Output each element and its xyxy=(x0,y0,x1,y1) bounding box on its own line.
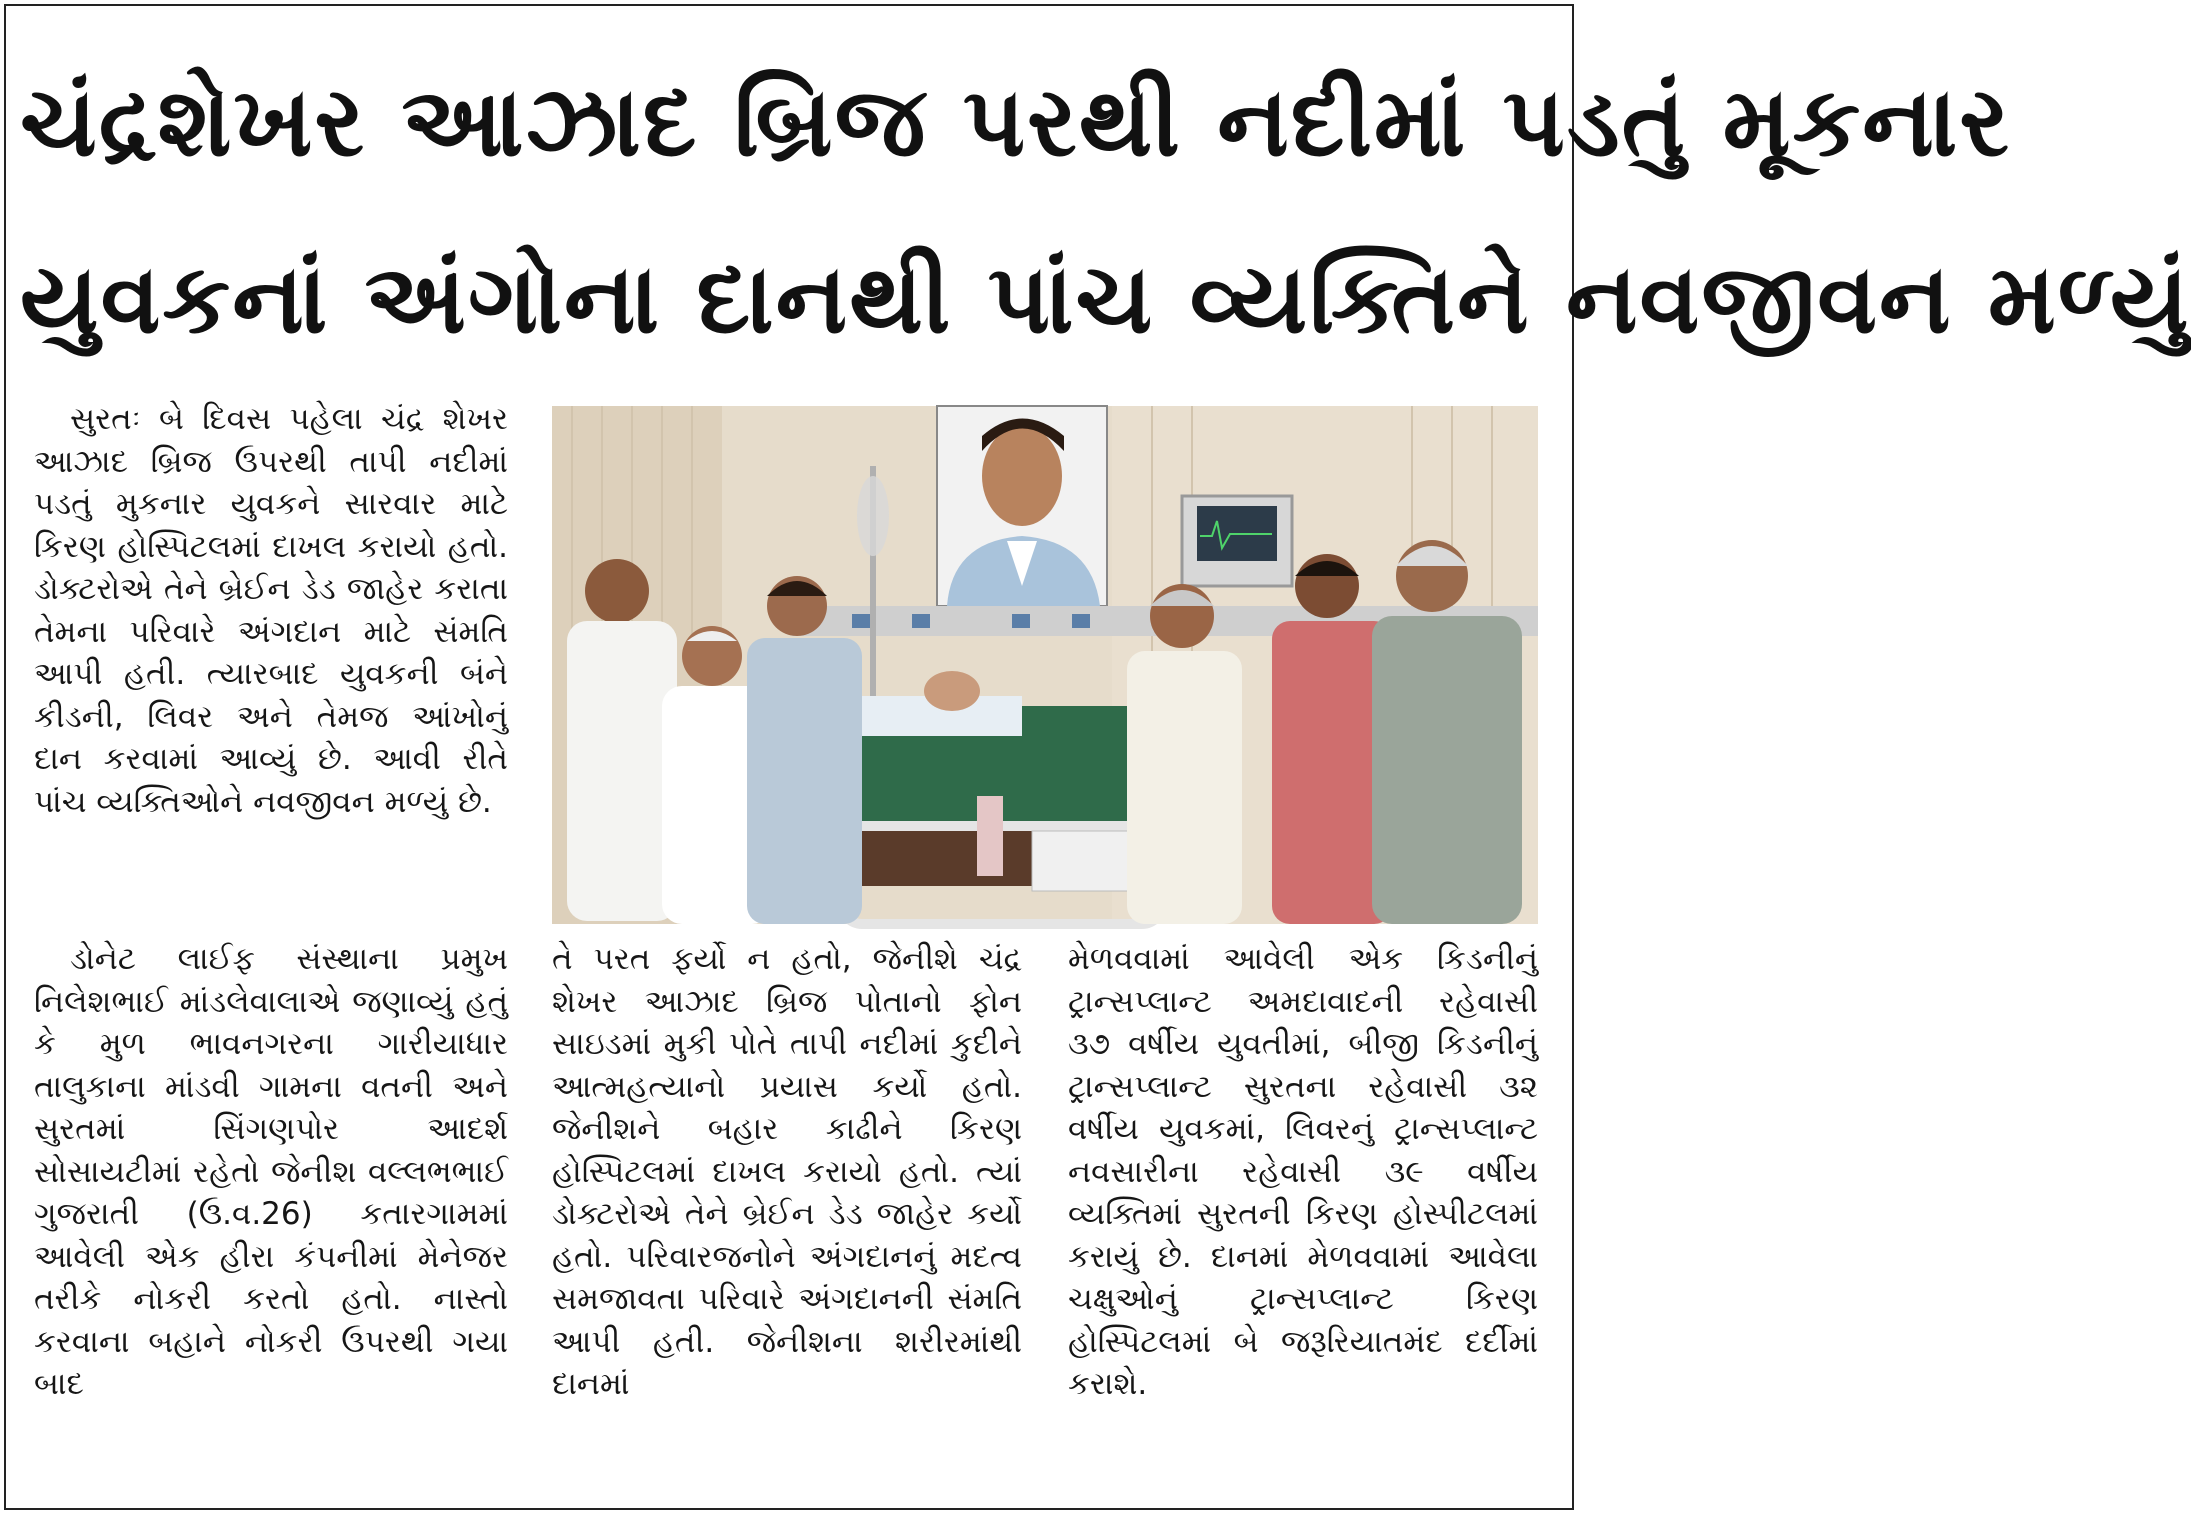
article-column-2 xyxy=(552,938,1022,1498)
headline-line-1: ચંદ્રશેખર આઝાદ બ્રિજ પરથી નદીમાં પડતું મૂકનાર xyxy=(20,66,2011,178)
article-column-3 xyxy=(1068,938,1538,1498)
article-paragraph-1: સુરતઃ બે દિવસ પહેલા ચંદ્ર શેખર આઝાદ બ્રિજ ઉપરથી તાપી નદીમાં પડતું મુકનાર યુવકને સારવાર માટે કિરણ હોસ્પિટલમાં દાખલ કરાયો હતો. ડોક્ટરોએ તેને બ્રેઈન ડેડ જાહેર કરાતા તેમના પરિવારે અંગદાન માટે સંમતિ આપી હતી. ત્યારબાદ યુવકની બંને કીડની, લિવર અને તેમજ આંખોનું દાન કરવામાં આવ્યું છે. આવી રીતે પાંચ વ્યક્તિઓને નવજીવન મળ્યું છે. xyxy=(34,401,508,820)
article-paragraph-4: મેળવવામાં આવેલી એક કિડનીનું ટ્રાન્સપ્લાન્ટ અમદાવાદની રહેવાસી ૩૭ વર્ષીય યુવતીમાં, બીજી કિડનીનું ટ્રાન્સપ્લાન્ટ સુરતના રહેવાસી ૩૨ વર્ષીય યુવકમાં, લિવરનું ટ્રાન્સપ્લાન્ટ નવસારીના રહેવાસી ૩૯ વર્ષીય વ્યક્તિમાં સુરતની કિરણ હોસ્પીટલમાં કરાયું છે. દાનમાં મેળવવામાં આવેલા ચક્ષુઓનું ટ્રાન્સપ્લાન્ટ કિરણ હોસ્પિટલમાં બે જરૂરિયાતમંદ દર્દીમાં કરાશે. xyxy=(1068,941,1538,1402)
hospital-photo xyxy=(552,406,1538,924)
article-paragraph-2: ડોનેટ લાઈફ સંસ્થાના પ્રમુખ નિલેશભાઈ માંડલેવાલાએ જણાવ્યું હતું કે મુળ ભાવનગરના ગારીયાધાર તાલુકાના માંડવી ગામના વતની અને સુરતમાં સિંગણપોર આદર્શ સોસાયટીમાં રહેતો જેનીશ વલ્લભભાઈ ગુજરાતી (ઉ.વ.26) કતારગામમાં આવેલી એક હીરા કંપનીમાં મેનેજર તરીકે નોકરી કરતો હતો. નાસ્તો કરવાના બહાને નોકરી ઉપરથી ગયા બાદ xyxy=(34,941,508,1402)
headline-line-2: યુવકનાં અંગોના દાનથી પાંચ વ્યક્તિને નવજીવન મળ્યું xyxy=(20,243,2191,355)
article-paragraph-3: તે પરત ફર્યો ન હતો, જેનીશે ચંદ્ર શેખર આઝાદ બ્રિજ પોતાનો ફોન સાઇડમાં મુકી પોતે તાપી નદીમાં કુદીને આત્મહત્યાનો પ્રયાસ કર્યો હતો. જેનીશને બહાર કાઢીને કિરણ હોસ્પિટલમાં દાખલ કરાયો હતો. ત્યાં ડોક્ટરોએ તેને બ્રેઈન ડેડ જાહેર કર્યો હતો. પરિવારજનોને અંગદાનનું મદત્વ સમજાવતા પરિવારે અંગદાનની સંમતિ આપી હતી. જેનીશના શરીરમાંથી દાનમાં xyxy=(552,941,1022,1402)
article-column-1-bottom xyxy=(34,938,508,1498)
article-column-1-top xyxy=(34,398,508,928)
